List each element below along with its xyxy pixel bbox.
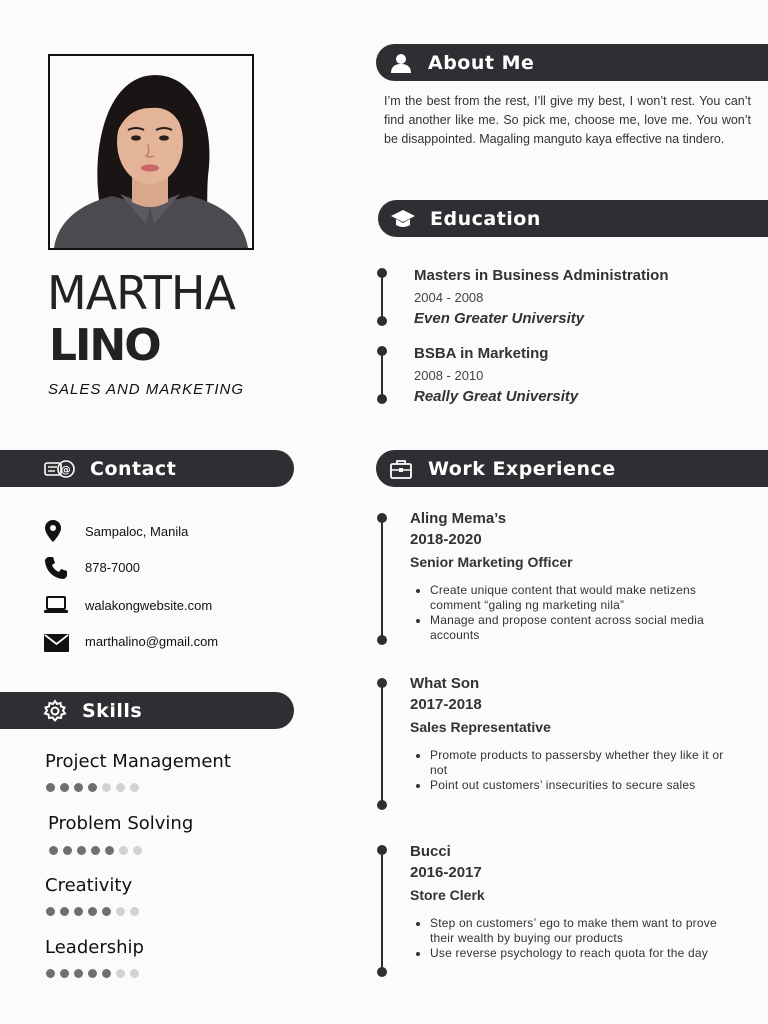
- job-bullets: [410, 583, 740, 643]
- education-banner: [378, 200, 768, 237]
- svg-text:@: @: [60, 464, 72, 476]
- education-school: Even Greater University: [414, 310, 585, 327]
- job-bullets: [410, 916, 740, 961]
- education-item: [414, 267, 669, 327]
- skill-name: Project Management: [45, 751, 231, 772]
- skill-dot-empty: [133, 846, 142, 855]
- timeline-dot: [377, 845, 387, 855]
- work-item: [410, 510, 740, 643]
- work-timeline-line: [381, 683, 383, 805]
- job-years: 2016-2017: [410, 864, 482, 881]
- skill-dot-filled: [74, 783, 83, 792]
- work-banner: [376, 450, 768, 487]
- job-years: 2017-2018: [410, 696, 482, 713]
- skills-heading: Skills: [82, 699, 143, 722]
- skill-dot-empty: [130, 969, 139, 978]
- job-bullet: • Promote products to passersby whether they like it or not: [430, 748, 740, 778]
- contact-website: walakongwebsite.com: [85, 598, 213, 613]
- work-item: [410, 675, 740, 793]
- education-years: 2008 - 2010: [414, 368, 484, 383]
- job-bullet: • Create unique content that would make netizens comment “galing ng marketing nila”: [430, 583, 740, 613]
- timeline-dot: [377, 635, 387, 645]
- briefcase-icon: [388, 456, 414, 482]
- timeline-dot: [377, 268, 387, 278]
- skills-banner: [0, 692, 294, 729]
- education-years: 2004 - 2008: [414, 290, 484, 305]
- skill-rating: [46, 907, 139, 916]
- skill-dot-filled: [74, 907, 83, 916]
- person-icon: [388, 50, 414, 76]
- skill-dot-filled: [88, 969, 97, 978]
- job-role: Store Clerk: [410, 887, 485, 903]
- job-bullets: [410, 748, 740, 793]
- skill-dot-filled: [74, 969, 83, 978]
- skill-rating: [49, 846, 142, 855]
- contact-card-icon: [44, 456, 76, 482]
- education-timeline-line: [381, 350, 383, 398]
- timeline-dot: [377, 316, 387, 326]
- work-timeline-line: [381, 850, 383, 972]
- skill-dot-empty: [102, 783, 111, 792]
- skill-dot-filled: [46, 907, 55, 916]
- skill-dot-filled: [60, 969, 69, 978]
- skill-dot-filled: [46, 969, 55, 978]
- skill-rating: [46, 969, 139, 978]
- phone-icon: [44, 556, 68, 585]
- last-name: LINO: [49, 320, 160, 371]
- education-degree: BSBA in Marketing: [414, 345, 549, 362]
- skill-dot-empty: [116, 969, 125, 978]
- skill-dot-filled: [105, 846, 114, 855]
- skill-dot-filled: [102, 907, 111, 916]
- job-role: Sales Representative: [410, 719, 551, 735]
- skill-dot-filled: [49, 846, 58, 855]
- skill-dot-filled: [77, 846, 86, 855]
- skill-dot-filled: [102, 969, 111, 978]
- contact-address: Sampaloc, Manila: [85, 524, 189, 539]
- contact-heading: Contact: [90, 457, 177, 480]
- skill-dot-empty: [116, 907, 125, 916]
- work-item: [410, 843, 740, 961]
- timeline-dot: [377, 678, 387, 688]
- job-bullet: • Use reverse psychology to reach quota for the day: [430, 946, 740, 961]
- work-heading: Work Experience: [428, 457, 616, 480]
- skill-dot-filled: [60, 783, 69, 792]
- skill-dot-empty: [119, 846, 128, 855]
- job-company: Aling Mema’s: [410, 510, 507, 527]
- education-timeline-line: [381, 272, 383, 320]
- education-item: [414, 345, 578, 405]
- skill-name: Problem Solving: [48, 813, 194, 834]
- job-years: 2018-2020: [410, 531, 482, 548]
- about-banner: [376, 44, 768, 81]
- gear-icon: [42, 698, 68, 724]
- skill-name: Leadership: [45, 937, 144, 958]
- job-bullet: • Point out customers’ insecurities to secure sales: [430, 778, 740, 793]
- timeline-dot: [377, 346, 387, 356]
- skill-dot-filled: [60, 907, 69, 916]
- email-icon: [44, 634, 69, 657]
- about-text: I’m the best from the rest, I’ll give my best, I won’t rest. You can’t find another like me. So pick me, choose me, love me. You won’t be disappointed. Magaling manguto kaya effective na tindero.: [384, 94, 751, 146]
- first-name: MARTHA: [47, 266, 235, 320]
- skill-dot-filled: [88, 907, 97, 916]
- education-degree: Masters in Business Administration: [414, 267, 669, 284]
- work-timeline-line: [381, 518, 383, 640]
- graduation-cap-icon: [390, 206, 416, 232]
- timeline-dot: [377, 394, 387, 404]
- profile-photo-illustration: [50, 56, 252, 248]
- location-pin-icon: [44, 519, 62, 548]
- skill-dot-empty: [130, 783, 139, 792]
- skill-rating: [46, 783, 139, 792]
- timeline-dot: [377, 800, 387, 810]
- job-role: Senior Marketing Officer: [410, 554, 573, 570]
- skill-dot-filled: [88, 783, 97, 792]
- skill-dot-empty: [116, 783, 125, 792]
- skill-name: Creativity: [45, 875, 133, 896]
- contact-banner: [0, 450, 294, 487]
- job-company: What Son: [410, 675, 480, 692]
- timeline-dot: [377, 967, 387, 977]
- skill-dot-empty: [130, 907, 139, 916]
- laptop-icon: [44, 596, 68, 619]
- contact-email: marthalino@gmail.com: [85, 634, 219, 649]
- job-company: Bucci: [410, 843, 451, 860]
- job-bullet: • Step on customers’ ego to make them want to prove their wealth by buying our products: [430, 916, 740, 946]
- timeline-dot: [377, 513, 387, 523]
- skill-dot-filled: [46, 783, 55, 792]
- education-heading: Education: [430, 207, 541, 230]
- contact-phone: 878-7000: [85, 560, 140, 575]
- skill-dot-filled: [63, 846, 72, 855]
- about-heading: About Me: [428, 51, 535, 74]
- skill-dot-filled: [91, 846, 100, 855]
- education-school: Really Great University: [414, 388, 579, 405]
- profile-photo: [48, 54, 254, 250]
- job-bullet: • Manage and propose content across social media accounts: [430, 613, 740, 643]
- job-title: SALES AND MARKETING: [48, 381, 244, 398]
